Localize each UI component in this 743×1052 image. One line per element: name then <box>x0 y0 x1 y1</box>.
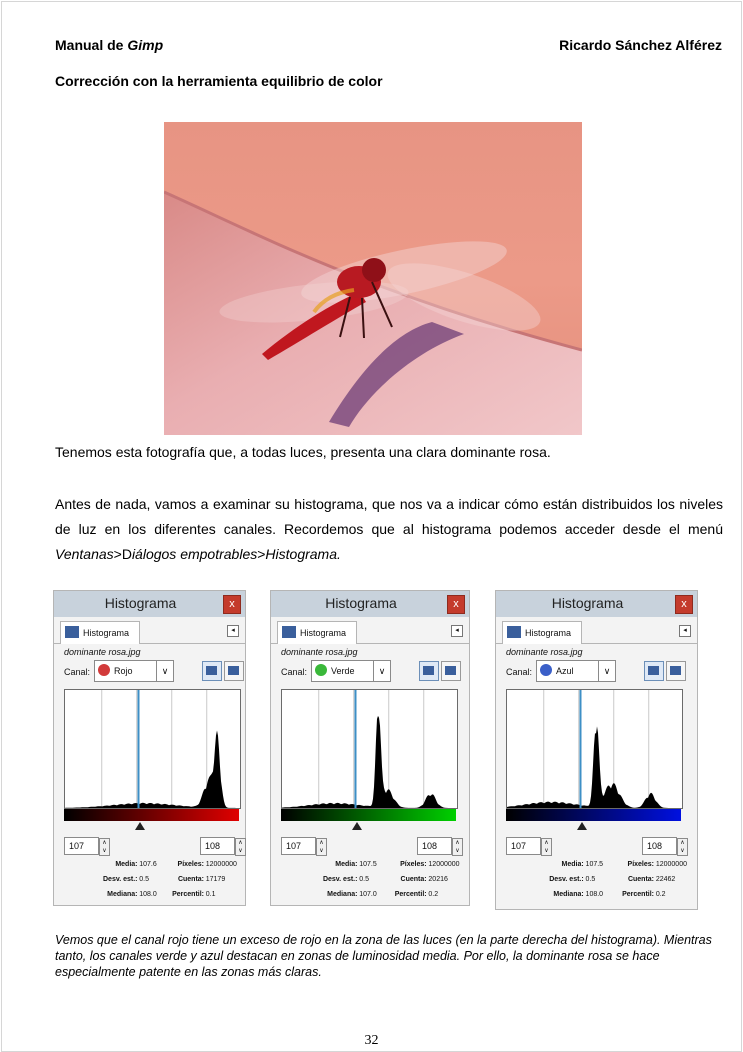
channel-color-icon <box>540 664 552 676</box>
tab-row <box>496 619 697 644</box>
file-name: dominante rosa.jpg <box>281 647 358 657</box>
log-histogram-icon <box>445 666 456 675</box>
histogram-window-rojo <box>53 590 246 906</box>
linear-histogram-icon <box>206 666 217 675</box>
channel-label: Canal: <box>281 667 308 677</box>
header-manual-title: Manual de Gimp <box>55 37 164 53</box>
window-titlebar[interactable] <box>271 591 469 617</box>
tab-menu-icon[interactable]: ◂ <box>679 625 691 637</box>
histogram-stats: Media: 107.6 Píxeles: 12000000 Desv. est.: 0.5 Cuenta: 17179 Mediana: 108.0 Percentil: 0.1 <box>103 861 237 898</box>
range-marker[interactable] <box>352 822 362 830</box>
tab-menu-icon[interactable]: ◂ <box>227 625 239 637</box>
section-title: Corrección con la herramienta equilibrio de color <box>55 73 383 89</box>
paragraph-intro: Tenemos esta fotografía que, a todas luces, presenta una clara dominante rosa. <box>55 444 551 460</box>
histogram-graph[interactable] <box>506 689 683 809</box>
range-high-input[interactable]: 108 ∧ ∨ <box>417 837 452 855</box>
log-scale-button[interactable] <box>441 661 461 681</box>
range-marker[interactable] <box>577 822 587 830</box>
range-low-input[interactable]: 107 ∧ ∨ <box>64 837 99 855</box>
tab-menu-icon[interactable]: ◂ <box>451 625 463 637</box>
histogram-icon <box>282 626 296 638</box>
histogram-window-verde <box>270 590 470 906</box>
window-title: Histograma <box>104 595 177 611</box>
histogram-icon <box>507 626 521 638</box>
header-author: Ricardo Sánchez Alférez <box>559 37 722 53</box>
histogram-silhouette <box>282 716 457 808</box>
spin-arrows-icon[interactable]: ∧ ∨ <box>677 838 688 856</box>
chevron-down-icon[interactable]: ∨ <box>373 661 390 681</box>
histogram-graph[interactable] <box>281 689 458 809</box>
histogram-window-azul <box>495 590 698 910</box>
tab-row <box>54 619 245 644</box>
spin-arrows-icon[interactable]: ∧ ∨ <box>99 838 110 856</box>
channel-color-icon <box>98 664 110 676</box>
tab-histograma[interactable]: Histograma <box>502 621 582 644</box>
histogram-silhouette <box>65 731 240 809</box>
paragraph-histogram: Antes de nada, vamos a examinar su histograma, que nos va a indicar cómo están distribuidos los niveles de luz en los diferentes canales. Recordemos que al histograma podemos acceder desde el menú Ventanas>Diálogos empotrables>Histograma. <box>55 496 723 562</box>
close-icon[interactable]: x <box>675 595 693 614</box>
channel-label: Canal: <box>506 667 533 677</box>
linear-scale-button[interactable] <box>644 661 664 681</box>
window-titlebar[interactable] <box>496 591 697 617</box>
window-title: Histograma <box>551 595 624 611</box>
histogram-icon <box>65 626 79 638</box>
range-high-input[interactable]: 108 ∧ ∨ <box>200 837 235 855</box>
channel-label: Canal: <box>64 667 91 677</box>
histogram-graph[interactable] <box>64 689 241 809</box>
spin-arrows-icon[interactable]: ∧ ∨ <box>541 838 552 856</box>
file-name: dominante rosa.jpg <box>506 647 583 657</box>
histogram-silhouette <box>507 726 682 808</box>
log-scale-button[interactable] <box>666 661 686 681</box>
histogram-stats: Media: 107.5 Píxeles: 12000000 Desv. est.: 0.5 Cuenta: 22462 Mediana: 108.0 Percentil: 0.2 <box>549 861 687 898</box>
channel-select[interactable]: Verde ∨ <box>311 660 391 682</box>
log-histogram-icon <box>670 666 681 675</box>
close-icon[interactable]: x <box>223 595 241 614</box>
chevron-down-icon[interactable]: ∨ <box>156 661 173 681</box>
linear-histogram-icon <box>648 666 659 675</box>
range-marker[interactable] <box>135 822 145 830</box>
linear-scale-button[interactable] <box>419 661 439 681</box>
range-low-input[interactable]: 107 ∧ ∨ <box>281 837 316 855</box>
window-titlebar[interactable] <box>54 591 245 617</box>
linear-scale-button[interactable] <box>202 661 222 681</box>
spin-arrows-icon[interactable]: ∧ ∨ <box>316 838 327 856</box>
gradient-bar <box>64 809 239 821</box>
spin-arrows-icon[interactable]: ∧ ∨ <box>235 838 246 856</box>
channel-select[interactable]: Azul ∨ <box>536 660 616 682</box>
log-histogram-icon <box>228 666 239 675</box>
gradient-bar <box>281 809 456 821</box>
tab-histograma[interactable]: Histograma <box>277 621 357 644</box>
chevron-down-icon[interactable]: ∨ <box>598 661 615 681</box>
gradient-bar <box>506 809 681 821</box>
dragonfly-photo <box>164 122 582 435</box>
linear-histogram-icon <box>423 666 434 675</box>
tab-row <box>271 619 469 644</box>
page-number: 32 <box>364 1033 379 1048</box>
range-low-input[interactable]: 107 ∧ ∨ <box>506 837 541 855</box>
close-icon[interactable]: x <box>447 595 465 614</box>
spin-arrows-icon[interactable]: ∧ ∨ <box>452 838 463 856</box>
range-high-input[interactable]: 108 ∧ ∨ <box>642 837 677 855</box>
file-name: dominante rosa.jpg <box>64 647 141 657</box>
histogram-stats: Media: 107.5 Píxeles: 12000000 Desv. est.: 0.5 Cuenta: 20216 Mediana: 107.0 Percentil: 0.2 <box>322 861 460 898</box>
log-scale-button[interactable] <box>224 661 244 681</box>
figure-caption: Vemos que el canal rojo tiene un exceso de rojo en la zona de las luces (en la parte derecha del histograma). Mientras tanto, los canales verde y azul destacan en zonas de luminosidad media. Por ello, la dominante rosa se hace especialmente patente en las zonas más claras. <box>55 933 712 979</box>
tab-histograma[interactable]: Histograma <box>60 621 140 644</box>
window-title: Histograma <box>325 595 397 611</box>
channel-select[interactable]: Rojo ∨ <box>94 660 174 682</box>
channel-color-icon <box>315 664 327 676</box>
